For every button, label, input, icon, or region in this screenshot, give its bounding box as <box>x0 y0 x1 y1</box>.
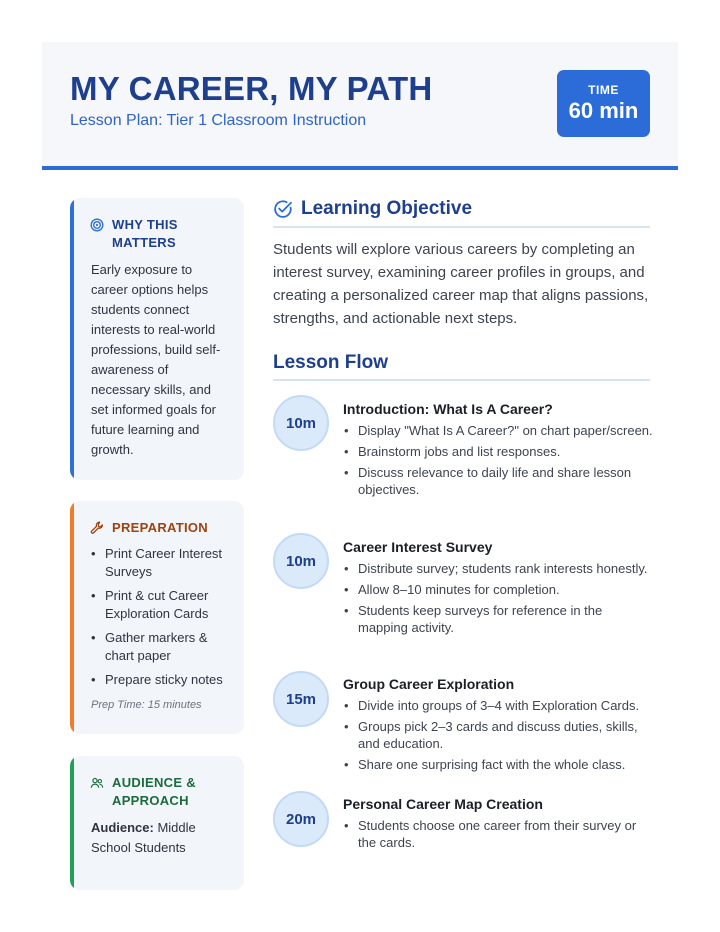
list-item: • Print & cut Career Exploration Cards <box>105 587 230 623</box>
time-label: TIME <box>588 83 619 97</box>
time-value: 60 min <box>568 98 639 123</box>
step-bullet: • Groups pick 2–3 cards and discuss duties, skills, and education. <box>358 718 653 752</box>
step-bullet: • Share one surprising fact with the whole class. <box>358 756 653 773</box>
audience-card <box>70 756 244 890</box>
step-duration: 15m <box>273 671 329 727</box>
target-icon <box>90 218 104 232</box>
lesson-flow-heading <box>273 352 388 374</box>
users-icon <box>90 776 104 790</box>
audience-value: Middle School Students <box>91 820 196 855</box>
step-title: Career Interest Survey <box>343 539 493 555</box>
audience-title: AUDIENCE & APPROACH <box>112 775 196 808</box>
step-bullet: • Divide into groups of 3–4 with Exploration Cards. <box>358 697 653 714</box>
step-duration: 10m <box>273 533 329 589</box>
step-bullet: • Allow 8–10 minutes for completion. <box>358 581 653 598</box>
preparation-list <box>91 545 230 689</box>
step-duration: 10m <box>273 395 329 451</box>
check-circle-icon <box>273 199 293 219</box>
audience-label: Audience: <box>91 820 154 835</box>
page-header <box>42 42 678 170</box>
step-title: Group Career Exploration <box>343 676 515 692</box>
page-subtitle: Lesson Plan: Tier 1 Classroom Instruction <box>70 112 367 129</box>
list-item: • Prepare sticky notes <box>105 671 230 689</box>
preparation-title: PREPARATION <box>112 520 208 535</box>
objective-text: Students will explore various careers by completing an interest survey, examining career profiles in groups, and creating a personalized career map that aligns passions, strengths, and actionable next steps. <box>273 241 649 327</box>
objective-heading <box>273 198 472 220</box>
step-bullet: • Distribute survey; students rank interests honestly. <box>358 560 653 577</box>
list-item: • Print Career Interest Surveys <box>105 545 230 581</box>
audience-text <box>70 810 244 858</box>
time-badge <box>557 70 650 137</box>
step-bullet: • Discuss relevance to daily life and share lesson objectives. <box>358 464 653 498</box>
step-title: Personal Career Map Creation <box>343 796 543 812</box>
step-bullet: • Students keep surveys for reference in the mapping activity. <box>358 602 653 636</box>
divider <box>273 226 650 228</box>
step-bullet: • Brainstorm jobs and list responses. <box>358 443 653 460</box>
step-bullet: • Display "What Is A Career?" on chart paper/screen. <box>358 422 653 439</box>
prep-time: Prep Time: 15 minutes <box>91 699 202 711</box>
why-matters-card <box>70 198 244 480</box>
wrench-icon <box>90 521 104 535</box>
preparation-card <box>70 501 244 734</box>
lesson-flow-title: Lesson Flow <box>273 352 389 373</box>
step-duration: 20m <box>273 791 329 847</box>
why-matters-text: Early exposure to career options helps students connect interests to real-world professions, build self-awareness of necessary skills, and set informed goals for future learning and growth. <box>91 262 221 457</box>
page-title: MY CAREER, MY PATH <box>70 70 433 107</box>
step-title: Introduction: What Is A Career? <box>343 401 553 417</box>
step-bullet: • Students choose one career from their survey or the cards. <box>358 817 653 851</box>
divider <box>273 379 650 381</box>
objective-title: Learning Objective <box>301 198 473 219</box>
list-item: • Gather markers & chart paper <box>105 629 230 665</box>
why-matters-title: WHY THIS MATTERS <box>112 217 178 250</box>
